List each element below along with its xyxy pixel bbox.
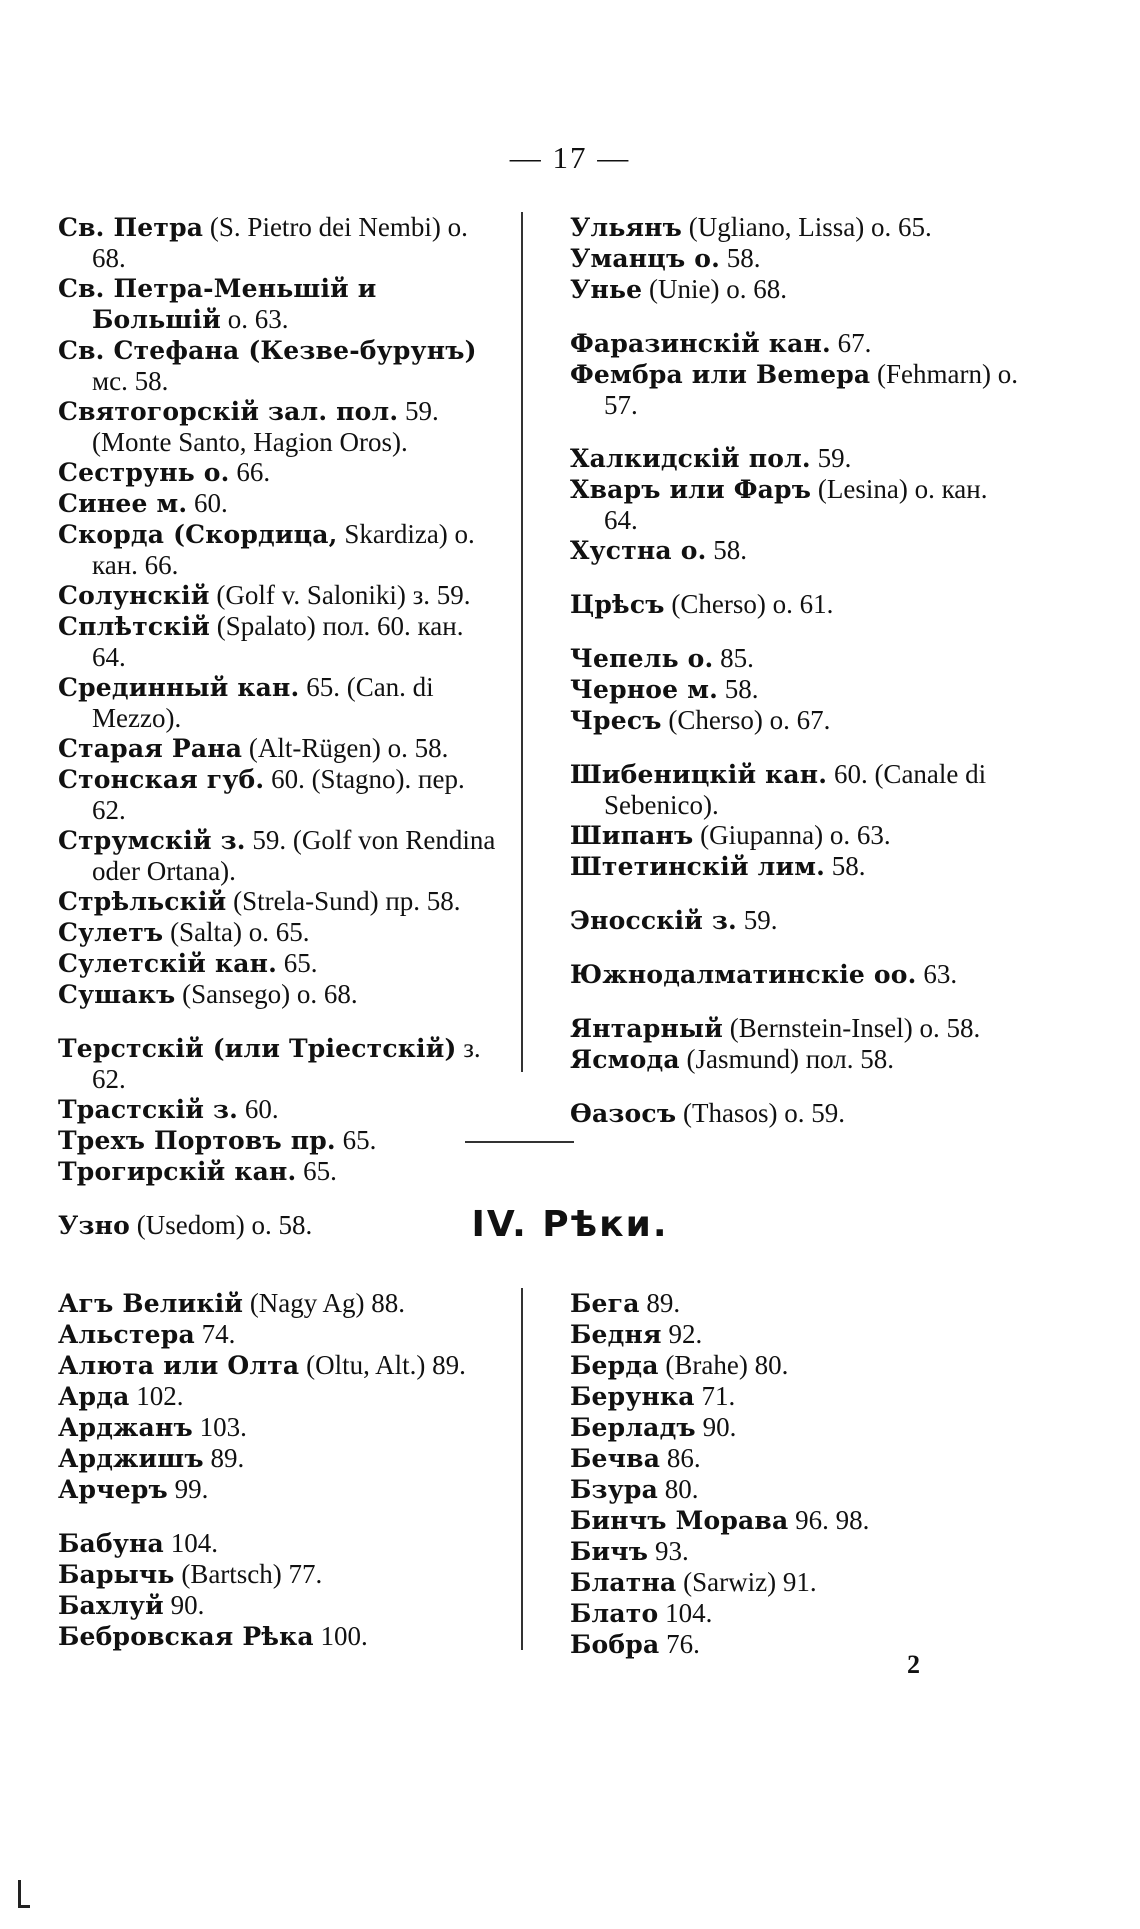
entry-reference: з. 62. — [92, 1033, 481, 1094]
corner-mark-foot — [18, 1905, 30, 1908]
index-entry — [58, 580, 498, 611]
entry-reference: 99. — [167, 1474, 209, 1504]
entry-reference: 65. — [277, 948, 318, 978]
entry-reference: 74. — [194, 1319, 236, 1349]
index-group — [570, 959, 1020, 990]
index-entry — [570, 674, 1020, 705]
entry-term: Шипанъ — [570, 821, 694, 850]
entry-term: Чресъ — [570, 706, 662, 735]
index-entry — [58, 488, 498, 519]
entry-term: Бега — [570, 1289, 640, 1318]
entry-reference: (Golf v. Saloniki) з. 59. — [209, 580, 471, 610]
index-entry — [570, 851, 1020, 882]
entry-term: Арчеръ — [58, 1475, 168, 1504]
entry-term: Бахлуй — [58, 1591, 164, 1620]
entry-term: Црѣсъ — [570, 590, 665, 619]
index-group — [58, 1288, 498, 1505]
index-entry — [570, 1598, 1020, 1629]
entry-term: Штетинскій лим. — [570, 852, 826, 881]
entry-reference: 67. — [830, 328, 872, 358]
entry-term: Берунка — [570, 1382, 695, 1411]
index-entry — [58, 733, 498, 764]
entry-reference: (Unie) о. 68. — [642, 274, 787, 304]
index-entry — [570, 1629, 1020, 1660]
index-group — [570, 212, 1020, 305]
entry-reference: (S. Pietro dei Nembi) о. 68. — [92, 212, 468, 273]
entry-reference: 104. — [163, 1528, 218, 1558]
entry-term: Ульянъ — [570, 213, 683, 242]
entry-reference: (Spalato) пол. 60. кан. 64. — [92, 611, 464, 672]
entry-term: Унье — [570, 275, 643, 304]
index-column-left-bottom — [58, 1288, 498, 1675]
entry-reference: 59. (Monte Santo, Hagion Oros). — [92, 396, 439, 457]
index-group — [570, 1098, 1020, 1129]
entry-term: Св. Петра-Меньшій и Большій — [58, 274, 377, 334]
index-entry — [58, 979, 498, 1010]
entry-reference: 65. — [335, 1125, 377, 1155]
entry-reference: 58. — [718, 674, 759, 704]
entry-reference: (Ugliano, Lissa) о. 65. — [682, 212, 932, 242]
index-entry — [58, 1033, 498, 1094]
entry-reference: о. 63. — [220, 304, 289, 334]
entry-term: Бичъ — [570, 1537, 649, 1566]
entry-term: Бобра — [570, 1630, 660, 1659]
index-group — [570, 1288, 1020, 1660]
entry-reference: (Sansego) о. 68. — [175, 979, 358, 1009]
index-entry — [570, 1412, 1020, 1443]
index-entry — [570, 1044, 1020, 1075]
entry-reference: 104. — [658, 1598, 713, 1628]
entry-term: Терстскій (или Тріестскій) — [58, 1034, 457, 1063]
entry-term: Трехъ Портовъ пр. — [58, 1126, 336, 1155]
entry-reference: 90. — [695, 1412, 737, 1442]
entry-term: Южнодалматинскіе оо. — [570, 960, 917, 989]
index-entry — [58, 611, 498, 672]
index-group — [570, 643, 1020, 736]
entry-term: Берладъ — [570, 1413, 696, 1442]
entry-term: Сулетъ — [58, 918, 164, 947]
index-entry — [58, 825, 498, 886]
entry-term: Алюта или Олта — [58, 1351, 300, 1380]
entry-term: Сплѣтскій — [58, 612, 211, 641]
index-group — [570, 328, 1020, 420]
entry-reference: (Sarwiz) 91. — [676, 1567, 817, 1597]
entry-term: Св. Стефана (Кезве-бурунъ) — [58, 336, 477, 365]
index-entry — [570, 1098, 1020, 1129]
index-entry — [570, 1319, 1020, 1350]
entry-reference: (Brahe) 80. — [658, 1350, 789, 1380]
column-divider-top — [521, 212, 523, 1072]
entry-term: Трастскій з. — [58, 1095, 239, 1124]
entry-reference: (Bernstein-Insel) о. 58. — [723, 1013, 981, 1043]
index-entry — [58, 1288, 498, 1319]
index-group — [570, 589, 1020, 620]
entry-reference: 90. — [163, 1590, 205, 1620]
entry-term: Стонская губ. — [58, 765, 265, 794]
entry-reference: (Bartsch) 77. — [174, 1559, 323, 1589]
index-entry — [570, 443, 1020, 474]
entry-reference: (Jasmund) пол. 58. — [679, 1044, 895, 1074]
entry-reference: Skardiza) о. кан. 66. — [92, 519, 475, 580]
entry-reference: (Thasos) о. 59. — [676, 1098, 845, 1128]
entry-reference: 63. — [916, 959, 958, 989]
index-entry — [570, 474, 1020, 535]
index-entry — [570, 705, 1020, 736]
index-entry — [58, 764, 498, 825]
entry-term: Стрѣльскій — [58, 887, 227, 916]
entry-reference: (Strela-Sund) пр. 58. — [226, 886, 461, 916]
index-entry — [58, 1381, 498, 1412]
entry-term: Старая Рана — [58, 734, 243, 763]
index-entry — [570, 1350, 1020, 1381]
entry-term: Ясмода — [570, 1045, 680, 1074]
entry-term: Арджанъ — [58, 1413, 193, 1442]
index-entry — [58, 1350, 498, 1381]
page-number: — 17 — — [509, 140, 631, 175]
entry-reference: 85. — [713, 643, 754, 673]
entry-term: Сушакъ — [58, 980, 176, 1009]
entry-term: Эноccкій з. — [570, 906, 737, 935]
index-entry — [58, 1319, 498, 1350]
entry-reference: 58. — [720, 243, 761, 273]
entry-reference: 58. — [706, 535, 747, 565]
entry-reference: (Oltu, Alt.) 89. — [299, 1350, 466, 1380]
entry-reference: 92. — [661, 1319, 703, 1349]
entry-term: Арджишъ — [58, 1444, 204, 1473]
entry-reference: (Lesina) о. кан. 64. — [604, 474, 988, 535]
entry-reference: 60. (Canale di Sebenico). — [604, 759, 987, 820]
entry-reference: 58. — [825, 851, 866, 881]
index-entry — [570, 1505, 1020, 1536]
index-entry — [570, 643, 1020, 674]
index-entry — [58, 1590, 498, 1621]
entry-term: Бабуна — [58, 1529, 164, 1558]
index-entry — [58, 1559, 498, 1590]
index-entry — [570, 589, 1020, 620]
entry-reference: 59. (Golf von Rendina oder Ortana). — [92, 825, 496, 886]
entry-reference: 59. — [736, 905, 778, 935]
entry-reference: (Giupanna) о. 63. — [693, 820, 891, 850]
section-separator — [465, 1141, 574, 1143]
entry-term: Хустна о. — [570, 536, 707, 565]
entry-term: Блатна — [570, 1568, 677, 1597]
entry-reference: 93. — [648, 1536, 689, 1566]
index-entry — [570, 959, 1020, 990]
index-entry — [58, 396, 498, 457]
corner-mark — [18, 1880, 21, 1908]
entry-term: Арда — [58, 1382, 130, 1411]
entry-reference: 102. — [129, 1381, 184, 1411]
index-entry — [58, 886, 498, 917]
index-group — [570, 759, 1020, 882]
index-entry — [570, 535, 1020, 566]
index-entry — [570, 243, 1020, 274]
entry-term: Агъ Великій — [58, 1289, 244, 1318]
entry-term: Сеструнь о. — [58, 458, 230, 487]
entry-reference: 65. (Can. di Mezzo). — [92, 672, 434, 733]
index-group — [58, 1528, 498, 1652]
index-entry — [58, 1528, 498, 1559]
index-entry — [570, 1381, 1020, 1412]
section-title: IV. Рѣки. — [471, 1204, 669, 1245]
index-entry — [570, 274, 1020, 305]
index-entry — [570, 1567, 1020, 1598]
entry-term: Блато — [570, 1599, 659, 1628]
entry-term: Фембра или Веmера — [570, 360, 871, 389]
index-entry — [58, 1094, 498, 1125]
entry-reference: 76. — [659, 1629, 700, 1659]
entry-reference: 60. — [187, 488, 228, 518]
index-entry — [570, 1288, 1020, 1319]
entry-term: Струмскій з. — [58, 826, 246, 855]
index-entry — [58, 519, 498, 580]
entry-term: Берда — [570, 1351, 659, 1380]
index-entry — [58, 672, 498, 733]
entry-reference: (Nagy Ag) 88. — [243, 1288, 406, 1318]
index-entry — [570, 905, 1020, 936]
entry-term: Бечва — [570, 1444, 661, 1473]
index-column-left-top — [58, 212, 498, 1264]
index-entry — [58, 457, 498, 488]
entry-reference: 65. — [296, 1156, 337, 1186]
entry-reference: 96. 98. — [788, 1505, 870, 1535]
index-entry — [570, 359, 1020, 420]
index-group — [570, 443, 1020, 566]
index-entry — [570, 1443, 1020, 1474]
entry-term: Бебровская Рѣка — [58, 1622, 314, 1651]
index-entry — [58, 1621, 498, 1652]
entry-reference: 59. — [810, 443, 852, 473]
entry-term: Барычь — [58, 1560, 175, 1589]
entry-reference: 60. (Stagno). пер. 62. — [92, 764, 465, 825]
signature-mark: 2 — [907, 1650, 920, 1679]
index-column-right-top — [570, 212, 1020, 1152]
entry-reference: 89. — [639, 1288, 681, 1318]
entry-reference: 86. — [660, 1443, 701, 1473]
entry-term: Бедня — [570, 1320, 662, 1349]
index-entry — [570, 212, 1020, 243]
entry-term: Чепель о. — [570, 644, 714, 673]
entry-term: Святогорскій зал. пол. — [58, 397, 399, 426]
entry-reference: мс. 58. — [92, 366, 169, 396]
index-entry — [570, 820, 1020, 851]
entry-term: Шибеницкій кан. — [570, 760, 828, 789]
entry-reference: (Salta) о. 65. — [163, 917, 310, 947]
index-entry — [570, 1013, 1020, 1044]
entry-term: Сулетскій кан. — [58, 949, 277, 978]
index-entry — [58, 1412, 498, 1443]
entry-term: Альстера — [58, 1320, 195, 1349]
entry-term: Янтарный — [570, 1014, 724, 1043]
entry-reference: (Cherso) о. 61. — [664, 589, 834, 619]
entry-term: Синее м. — [58, 489, 188, 518]
entry-term: Черное м. — [570, 675, 719, 704]
entry-reference: 103. — [192, 1412, 247, 1442]
entry-term: Ѳазосъ — [570, 1099, 677, 1128]
index-entry — [58, 212, 498, 273]
index-entry — [570, 1474, 1020, 1505]
index-entry — [58, 273, 498, 335]
column-divider-bottom — [521, 1288, 523, 1650]
index-entry — [570, 328, 1020, 359]
entry-term: Трогирскій кан. — [58, 1157, 297, 1186]
entry-term: Бинчъ Морава — [570, 1506, 789, 1535]
entry-term: Хваръ или Фаръ — [570, 475, 812, 504]
index-entry — [58, 917, 498, 948]
entry-term: Св. Петра — [58, 213, 204, 242]
index-group — [58, 212, 498, 1010]
index-entry — [58, 1156, 498, 1187]
entry-term: Узно — [58, 1211, 131, 1240]
entry-reference: (Cherso) о. 67. — [661, 705, 831, 735]
index-entry — [58, 1474, 498, 1505]
index-entry — [570, 1536, 1020, 1567]
entry-term: Фаразинскій кан. — [570, 329, 831, 358]
entry-term: Халкидскій пол. — [570, 444, 811, 473]
entry-reference: 89. — [203, 1443, 245, 1473]
index-entry — [58, 948, 498, 979]
entry-term: Солунскій — [58, 581, 210, 610]
index-entry — [58, 335, 498, 396]
entry-reference: (Fehmarn) о. 57. — [604, 359, 1019, 420]
entry-term: Скорда (Скордица, — [58, 520, 338, 549]
entry-reference: (Alt-Rügen) о. 58. — [242, 733, 449, 763]
entry-reference: 80. — [658, 1474, 699, 1504]
index-entry — [58, 1443, 498, 1474]
index-group — [570, 905, 1020, 936]
entry-reference: 60. — [238, 1094, 279, 1124]
index-group — [58, 1033, 498, 1187]
index-group — [570, 1013, 1020, 1075]
index-entry — [58, 1125, 498, 1156]
entry-reference: (Usedom) о. 58. — [130, 1210, 313, 1240]
index-entry — [570, 759, 1020, 820]
entry-term: Бзура — [570, 1475, 658, 1504]
index-column-right-bottom — [570, 1288, 1020, 1683]
entry-reference: 66. — [229, 457, 271, 487]
entry-term: Уманцъ о. — [570, 244, 721, 273]
entry-reference: 100. — [313, 1621, 368, 1651]
entry-reference: 71. — [694, 1381, 736, 1411]
entry-term: Срединный кан. — [58, 673, 300, 702]
